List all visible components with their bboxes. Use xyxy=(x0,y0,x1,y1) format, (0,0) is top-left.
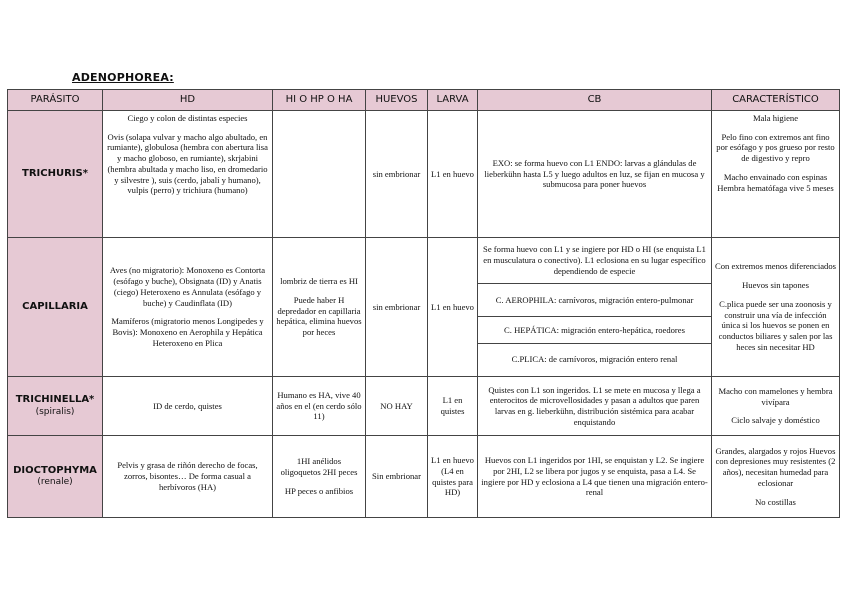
hd-text: Ovis (solapa vulvar y macho algo abultado, en rumiante), globulosa (hembra con abertura lisa y macho globoso, en rumiante), skrjabini (hembra abultada y macho liso, en dromedario y silvestre ), suis (cerdo, jabalí y humano), vulpis (perro) y trichiura (humano) xyxy=(107,131,268,196)
larva-cell: L1 en huevo xyxy=(428,238,478,377)
hi-cell: Humano es HA, vive 40 años en el (en cerdo sólo 11) xyxy=(273,377,366,436)
car-text: Grandes, alargados y rojos Huevos con depresiones muy resistentes (2 años), necesitan humedad para eclosionar xyxy=(715,445,836,488)
table-row xyxy=(8,111,840,238)
cb-aerophila: C. AEROPHILA: carnívoros, migración entero-pulmonar xyxy=(478,284,711,317)
cb-cell xyxy=(478,238,712,377)
hd-text: Ciego y colon de distintas especies xyxy=(127,113,248,123)
car-text: Con extremos menos diferenciados xyxy=(715,261,836,272)
huevos-cell: Sin embrionar xyxy=(366,436,428,518)
header-parasito: PARÁSITO xyxy=(8,90,103,111)
parasite-title: DIOCTOPHYMA xyxy=(13,464,97,476)
car-text: Ciclo salvaje y doméstico xyxy=(731,415,820,426)
table-row xyxy=(8,377,840,436)
cb-cell: Huevos con L1 ingeridos por 1HI, se enquistan y L2. Se ingiere por 2HI, L2 se libera por jugos y se enquista, pasa a L4. Se ingiere por HD y eclosiona a L4 que tienen una migración entero-renal xyxy=(478,436,712,518)
huevos-cell: sin embrionar xyxy=(366,238,428,377)
cb-cell: EXO: se forma huevo con L1 ENDO: larvas a glándulas de lieberkühn hasta L5 y luego adultos en luz, se fijan en mucosa y submucosa para poner huevos xyxy=(478,111,712,238)
hi-text: lombriz de tierra es HI xyxy=(280,276,358,287)
table-row xyxy=(8,436,840,518)
larva-cell: L1 en quistes xyxy=(428,377,478,436)
hd-cell xyxy=(103,111,273,238)
parasite-species: (spiralis) xyxy=(35,406,75,417)
header-cb: CB xyxy=(478,90,712,111)
car-text: Mala higiene xyxy=(752,113,799,123)
parasite-name: TRICHURIS* xyxy=(8,111,103,238)
caracteristico-cell xyxy=(712,238,840,377)
caracteristico-cell xyxy=(712,436,840,518)
hi-text: 1HI anélidos oligoquetos 2HI peces xyxy=(280,456,358,478)
header-hi: HI O HP O HA xyxy=(273,90,366,111)
hi-cell xyxy=(273,238,366,377)
hi-cell xyxy=(273,436,366,518)
header-caracteristico: CARACTERÍSTICO xyxy=(712,90,840,111)
parasite-name xyxy=(8,436,103,518)
header-huevos: HUEVOS xyxy=(366,90,428,111)
hi-text: Puede haber H depredador en capillaria hepática, elimina huevos por heces xyxy=(276,294,362,338)
car-text: Macho con mamelones y hembra vivípara xyxy=(718,385,833,407)
header-row xyxy=(8,90,840,111)
car-text: Pelo fino con extremos ant fino por esófago y pos grueso por resto de digestivo y repro xyxy=(716,131,835,164)
huevos-cell: NO HAY xyxy=(366,377,428,436)
hi-cell xyxy=(273,111,366,238)
parasite-title: TRICHINELLA* xyxy=(15,394,95,406)
parasite-name: CAPILLARIA xyxy=(8,238,103,377)
hd-cell xyxy=(103,238,273,377)
huevos-cell: sin embrionar xyxy=(366,111,428,238)
hi-text: HP peces o anfibios xyxy=(284,485,354,496)
cb-cell: Quistes con L1 son ingeridos. L1 se mete en mucosa y llega a enterocitos de microvellosidades y pasan a adultos que paren larvas en g. lieberkühn, distribución sistémica para acabar enquistando xyxy=(478,377,712,436)
larva-cell: L1 en huevo (L4 en quistes para HD) xyxy=(428,436,478,518)
cb-general: Se forma huevo con L1 y se ingiere por HD o HI (se enquista L1 en musculatura o conectivo). L1 eclosiona en su lugar específico dependiendo de especie xyxy=(478,238,711,284)
header-larva: LARVA xyxy=(428,90,478,111)
parasite-name xyxy=(8,377,103,436)
larva-cell: L1 en huevo xyxy=(428,111,478,238)
caracteristico-cell xyxy=(712,377,840,436)
car-text: C.plica puede ser una zoonosis y construir una vía de infección única si los huevos se ponen en conductos biliares y salen por las heces sin necesitar HD xyxy=(718,298,833,352)
car-text: No costillas xyxy=(755,496,796,507)
page-title: ADENOPHOREA: xyxy=(72,71,174,84)
header-hd: HD xyxy=(103,90,273,111)
cb-plica: C.PLICA: de carnívoros, migración entero renal xyxy=(511,354,678,365)
caracteristico-cell xyxy=(712,111,840,238)
cb-hepatica: C. HEPÁTICA: migración entero-hepática, roedores xyxy=(478,317,711,344)
parasite-species: (renale) xyxy=(37,477,73,488)
hd-cell: Pelvis y grasa de riñón derecho de focas, zorros, bisontes… De forma casual a herbívoros (HA) xyxy=(103,436,273,518)
car-text: Macho envainado con espinas Hembra hematófaga vive 5 meses xyxy=(717,171,834,193)
hd-text: Mamíferos (migratorio menos Longipedes y Bovis): Monoxeno en Aerophila y Hepática Heteroxeno en Plica xyxy=(111,316,264,348)
car-text: Huevos sin tapones xyxy=(742,280,809,291)
table-row xyxy=(8,238,840,377)
parasite-table xyxy=(7,89,840,518)
hd-cell: ID de cerdo, quistes xyxy=(103,377,273,436)
hd-text: Aves (no migratorio): Monoxeno es Contorta (esófago y buche), Obsignata (ID) y Anatis (ciego) Heteroxeno es Annulata (esófago y buche) y Caudinflata (ID) xyxy=(109,265,266,308)
